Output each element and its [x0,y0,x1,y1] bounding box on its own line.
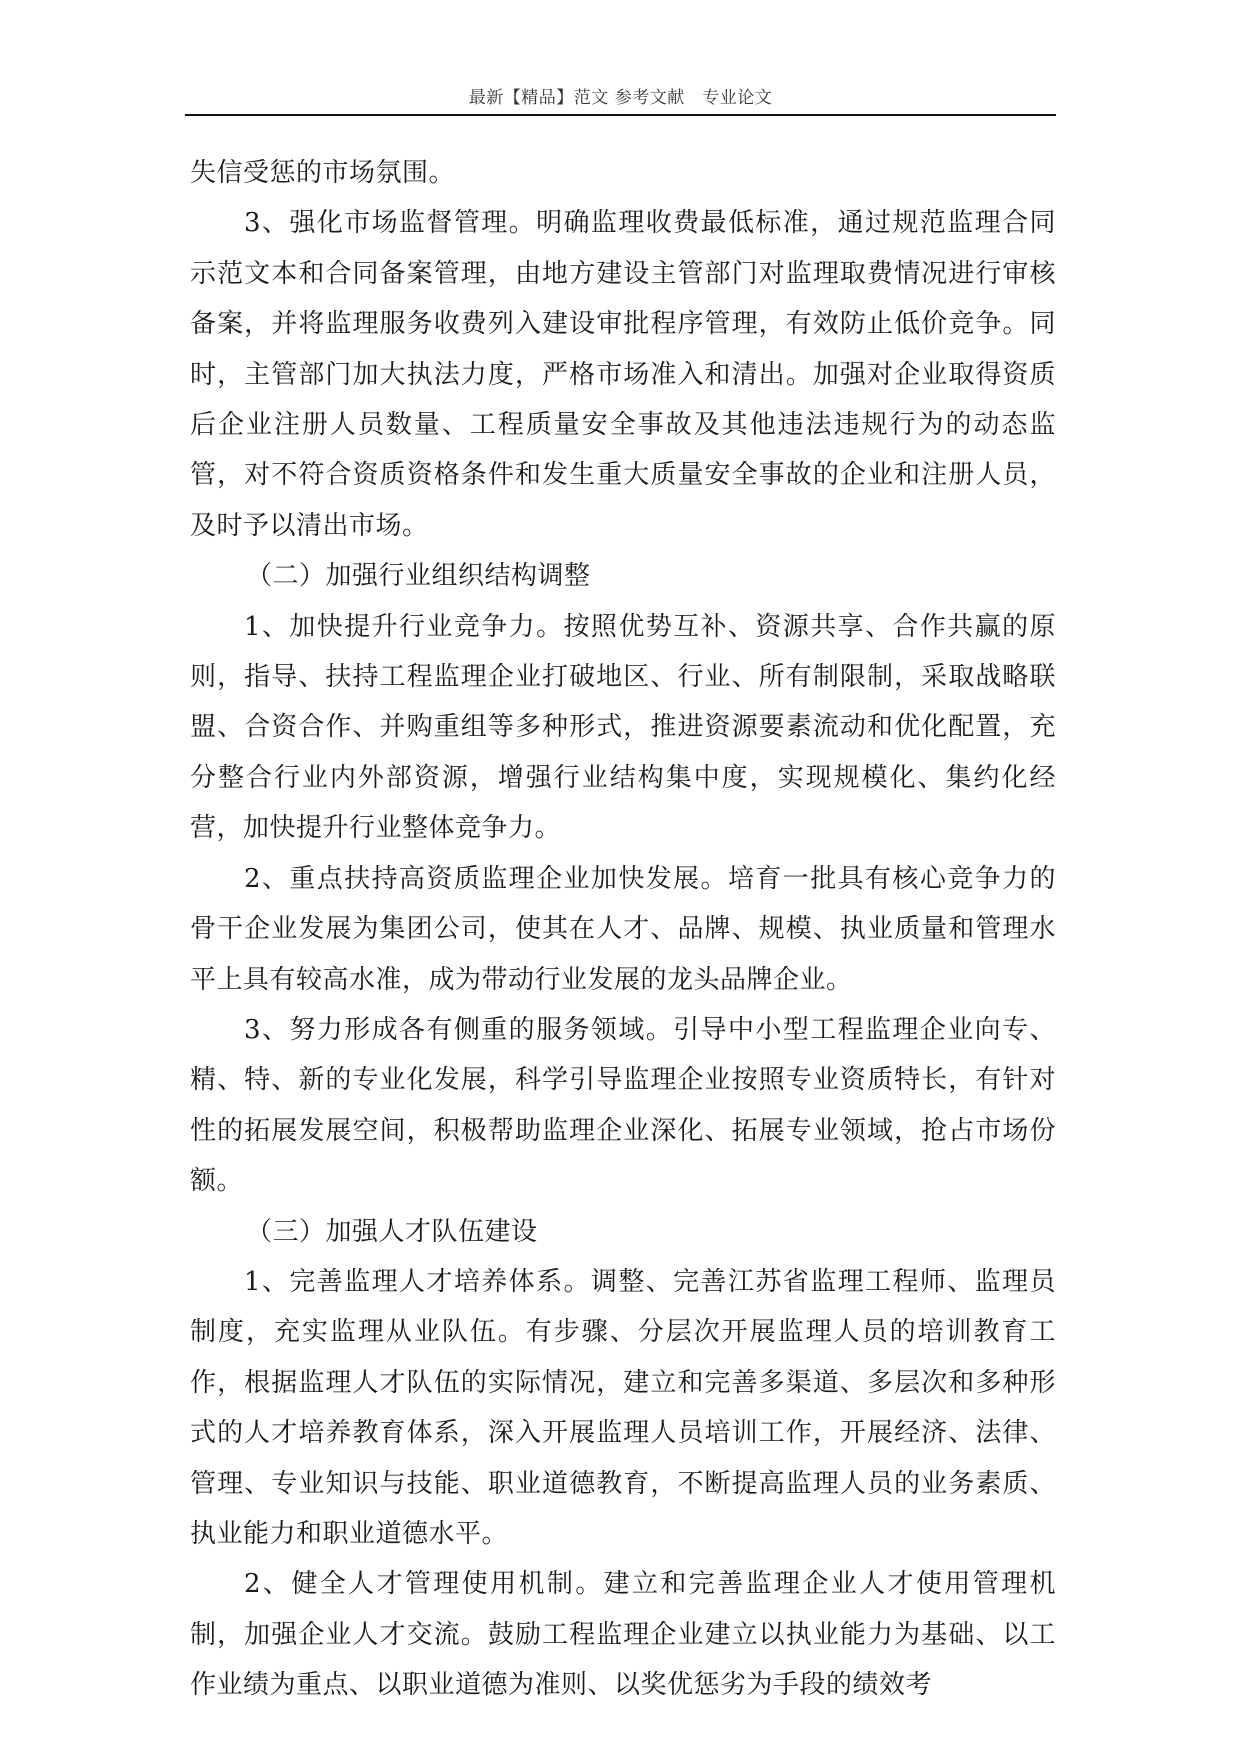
header-divider [185,114,1056,116]
paragraph-competitiveness: 1、加快提升行业竞争力。按照优势互补、资源共享、合作共赢的原则，指导、扶持工程监理企业打破地区、行业、所有制限制，采取战略联盟、合资合作、并购重组等多种形式，推进资源要素流动和优化配置，充分整合行业内外部资源，增强行业结构集中度，实现规模化、集约化经营，加快提升行业整体竞争力。 [190,611,1056,844]
paragraph-high-qualification-support: 2、重点扶持高资质监理企业加快发展。培育一批具有核心竞争力的骨干企业发展为集团公司，使其在人才、品牌、规模、执业质量和管理水平上具有较高水准，成为带动行业发展的龙头品牌企业。 [190,863,1056,995]
document-body [190,148,1056,1711]
paragraph-continuation: 失信受惩的市场氛围。 [190,158,456,188]
page-header: 最新【精品】范文 参考文献 专业论文 [468,88,773,108]
paragraph-talent-training: 1、完善监理人才培养体系。调整、完善江苏省监理工程师、监理员制度，充实监理从业队伍。有步骤、分层次开展监理人员的培训教育工作，根据监理人才队伍的实际情况，建立和完善多渠道、多层次和多种形式的人才培养教育体系，深入开展监理人员培训工作，开展经济、法律、管理、专业知识与技能、职业道德教育，不断提高监理人员的业务素质、执业能力和职业道德水平。 [190,1266,1056,1549]
paragraph-market-supervision: 3、强化市场监督管理。明确监理收费最低标准，通过规范监理合同示范文本和合同备案管理，由地方建设主管部门对监理取费情况进行审核备案，并将监理服务收费列入建设审批程序管理，有效防止低价竞争。同时，主管部门加大执法力度，严格市场准入和清出。加强对企业取得资质后企业注册人员数量、工程质量安全事故及其他违法违规行为的动态监管，对不符合资质资格条件和发生重大质量安全事故的企业和注册人员，及时予以清出市场。 [190,208,1056,541]
section-heading-talent: （三）加强人才队伍建设 [246,1216,538,1247]
section-heading-industry-structure: （二）加强行业组织结构调整 [246,561,591,592]
paragraph-talent-management: 2、健全人才管理使用机制。建立和完善监理企业人才使用管理机制，加强企业人才交流。鼓励工程监理企业建立以执业能力为基础、以工作业绩为重点、以职业道德为准则、以奖优惩劣为手段的绩效考 [190,1569,1056,1701]
paragraph-service-fields: 3、努力形成各有侧重的服务领域。引导中小型工程监理企业向专、精、特、新的专业化发展，科学引导监理企业按照专业资质特长，有针对性的拓展发展空间，积极帮助监理企业深化、拓展专业领域，抢占市场份额。 [190,1014,1056,1197]
